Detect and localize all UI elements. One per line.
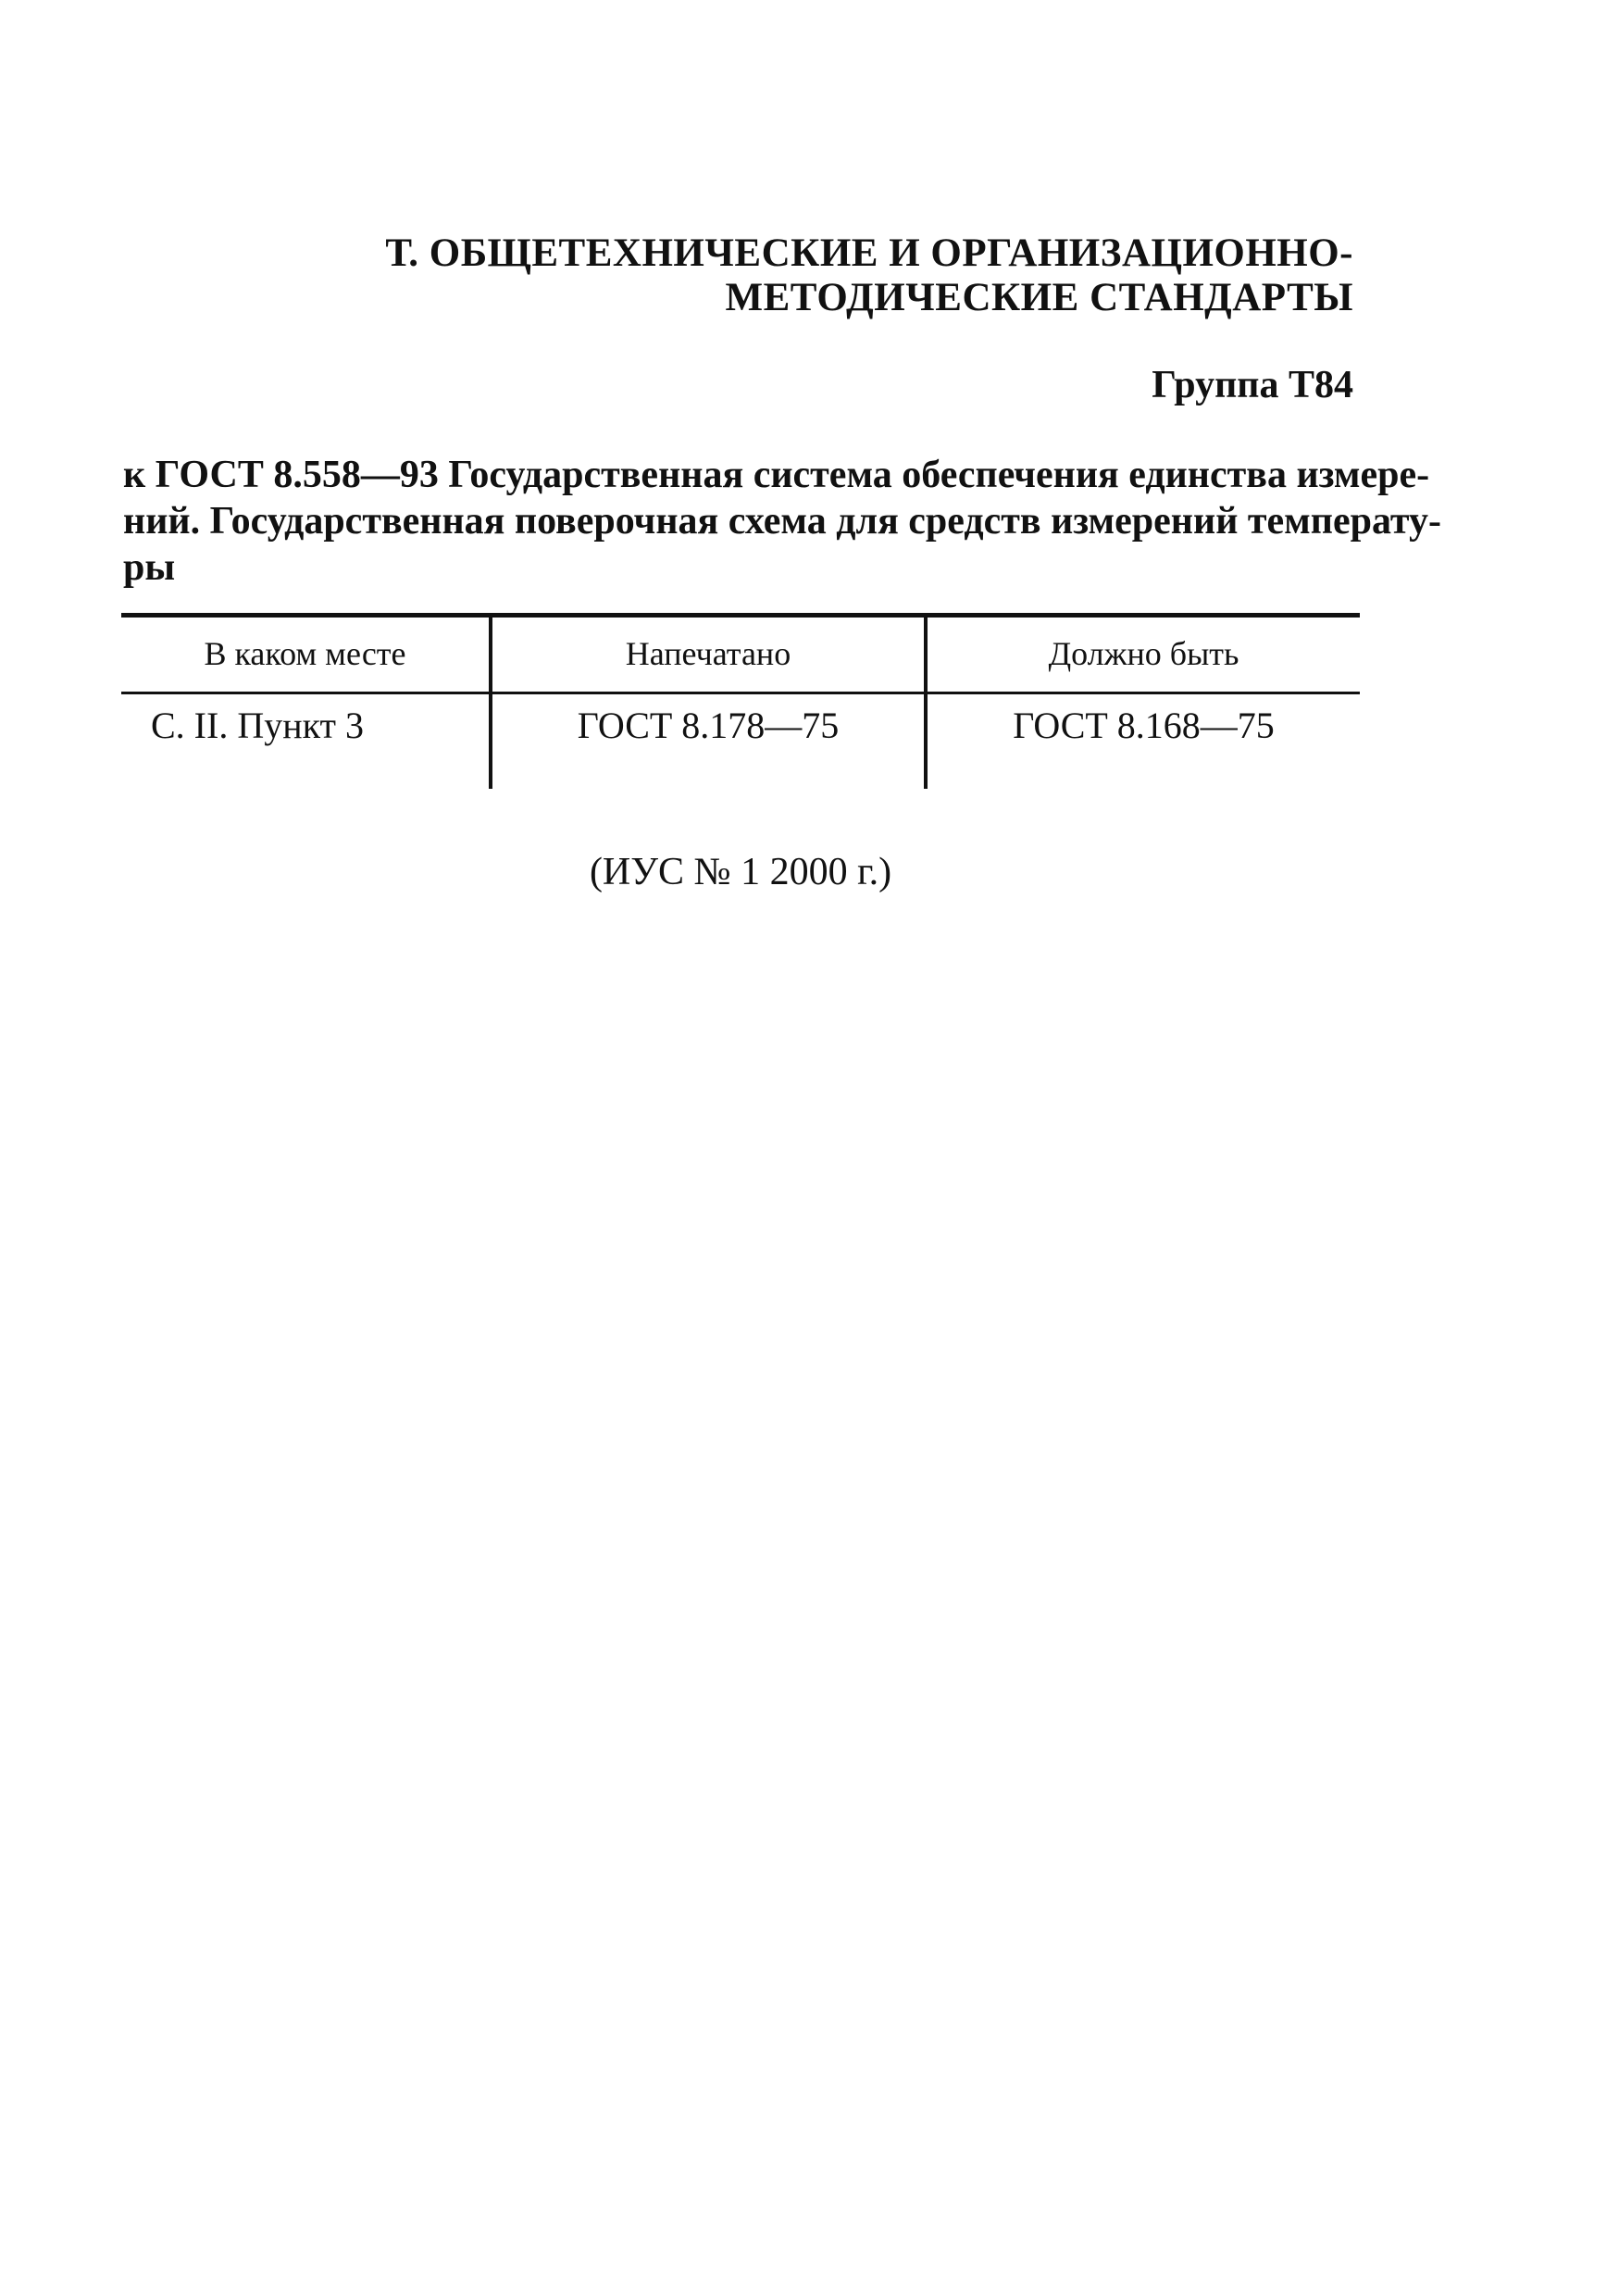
column-header-should-be: Должно быть: [1048, 635, 1239, 672]
table-cell-printed: ГОСТ 8.178—75: [577, 705, 840, 746]
table-top-rule: [121, 613, 1360, 618]
section-title-line-1: Т. ОБЩЕТЕХНИЧЕСКИЕ И ОРГАНИЗАЦИОННО-: [385, 231, 1353, 275]
amendment-title-line-3: ры: [123, 546, 176, 589]
source-note: (ИУС № 1 2000 г.): [589, 851, 892, 893]
column-header-printed: Напечатано: [625, 635, 791, 672]
table-cell-location: С. II. Пункт 3: [151, 705, 364, 746]
section-title: [385, 231, 1353, 320]
amendment-title-line-2: ний. Государственная поверочная схема для средств измерений температу-: [123, 500, 1441, 543]
table-cell-should-be: ГОСТ 8.168—75: [1013, 705, 1275, 746]
amendment-title: [123, 452, 1441, 591]
section-title-line-2: МЕТОДИЧЕСКИЕ СТАНДАРТЫ: [725, 276, 1353, 319]
errata-table: [121, 613, 1360, 789]
table-header-rule: [121, 692, 1360, 694]
amendment-title-line-1: к ГОСТ 8.558—93 Государственная система обеспечения единства измере-: [123, 454, 1430, 496]
column-header-location: В каком месте: [204, 635, 406, 672]
group-label: Группа Т84: [1152, 364, 1353, 406]
